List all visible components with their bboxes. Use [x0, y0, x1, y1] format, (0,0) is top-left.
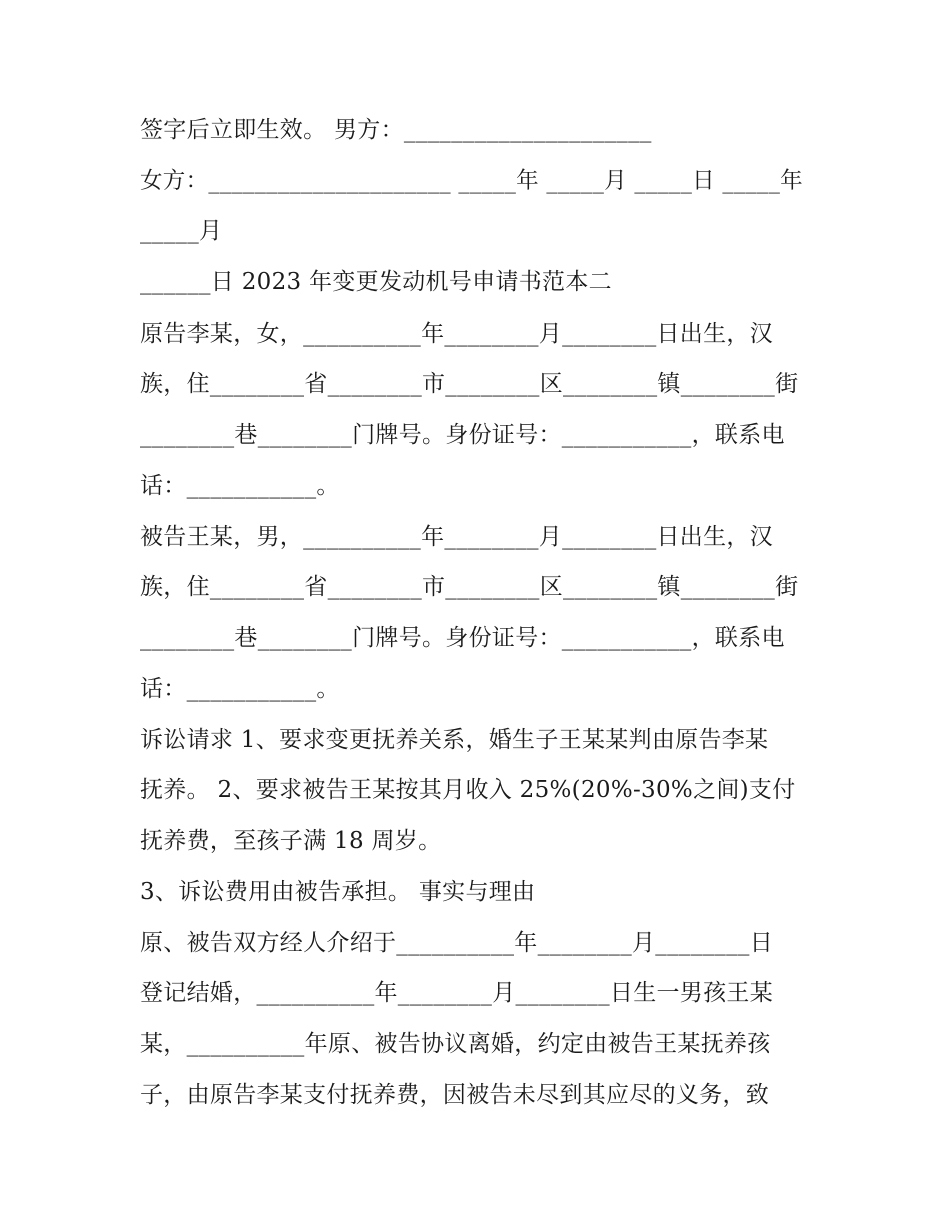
text-line: 原、被告双方经人介绍于__________年________月________日	[140, 930, 773, 956]
text-line: ______日 2023 年变更发动机号申请书范本二	[140, 269, 612, 295]
text-line: 族，住________省________市________区________镇________街	[140, 371, 799, 397]
text-line: 签字后立即生效。 男方：_____________________	[140, 117, 652, 143]
text-line: 登记结婚，__________年________月________日生一男孩王某	[140, 980, 773, 1006]
text-line: 抚养。 2、要求被告王某按其月收入 25%(20%-30%之间)支付	[140, 777, 796, 803]
text-line: 3、诉讼费用由被告承担。 事实与理由	[140, 879, 536, 905]
text-line: 话：___________。	[140, 473, 340, 499]
text-line: 被告王某，男，__________年________月________日出生，汉	[140, 524, 773, 550]
text-line: 族，住________省________市________区________镇________街	[140, 574, 799, 600]
text-line: ________巷________门牌号。身份证号：___________，联系电	[140, 625, 785, 651]
text-line: 话：___________。	[140, 676, 340, 702]
text-line: 原告李某，女，__________年________月________日出生，汉	[140, 321, 773, 347]
text-line: 抚养费，至孩子满 18 周岁。	[140, 828, 442, 854]
text-line: ________巷________门牌号。身份证号：___________，联系电	[140, 422, 785, 448]
text-line: _____月	[140, 218, 223, 244]
text-line: 诉讼请求 1、要求变更抚养关系，婚生子王某某判由原告李某	[140, 727, 769, 753]
text-line: 女方：_____________________ _____年 _____月 _____日 _____年	[140, 168, 803, 194]
text-line: 某，__________年原、被告协议离婚，约定由被告王某抚养孩	[140, 1031, 771, 1057]
text-line: 子，由原告李某支付抚养费，因被告未尽到其应尽的义务，致	[140, 1082, 770, 1108]
